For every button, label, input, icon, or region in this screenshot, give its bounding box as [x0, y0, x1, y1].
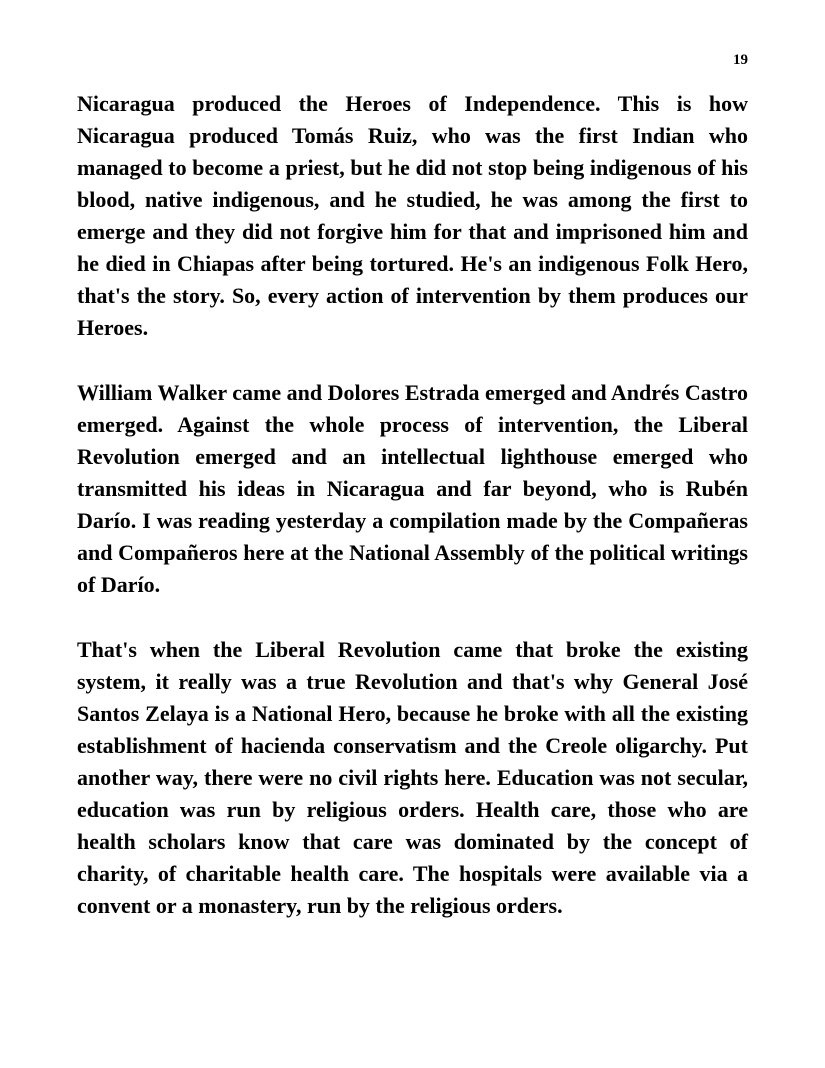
paragraph-heroes-of-independence: Nicaragua produced the Heroes of Independence. This is how Nicaragua produced Tomás Ruiz, who was the first Indian who managed to become a priest, but he did not stop being indigenous of his blood, native indigenous, and he studied, he was among the first to emerge and they did not forgive him for that and imprisoned him and he died in Chiapas after being tortured. He's an indigenous Folk Hero, that's the story. So, every action of intervention by them produces our Heroes. [77, 91, 748, 340]
body-text [77, 88, 748, 955]
paragraph-liberal-revolution: That's when the Liberal Revolution came that broke the existing system, it really was a true Revolution and that's why General José Santos Zelaya is a National Hero, because he broke with all the existing establishment of hacienda conservatism and the Creole oligarchy. Put another way, there were no civil rights here. Education was not secular, education was run by religious orders. Health care, those who are health scholars know that care was dominated by the concept of charity, of charitable health care. The hospitals were available via a convent or a monastery, run by the religious orders. [77, 637, 748, 918]
page-number: 19 [733, 52, 748, 68]
paragraph-william-walker: William Walker came and Dolores Estrada emerged and Andrés Castro emerged. Against the whole process of intervention, the Liberal Revolution emerged and an intellectual lighthouse emerged who transmitted his ideas in Nicaragua and far beyond, who is Rubén Darío. I was reading yesterday a compilation made by the Compañeras and Compañeros here at the National Assembly of the political writings of Darío. [77, 380, 748, 597]
